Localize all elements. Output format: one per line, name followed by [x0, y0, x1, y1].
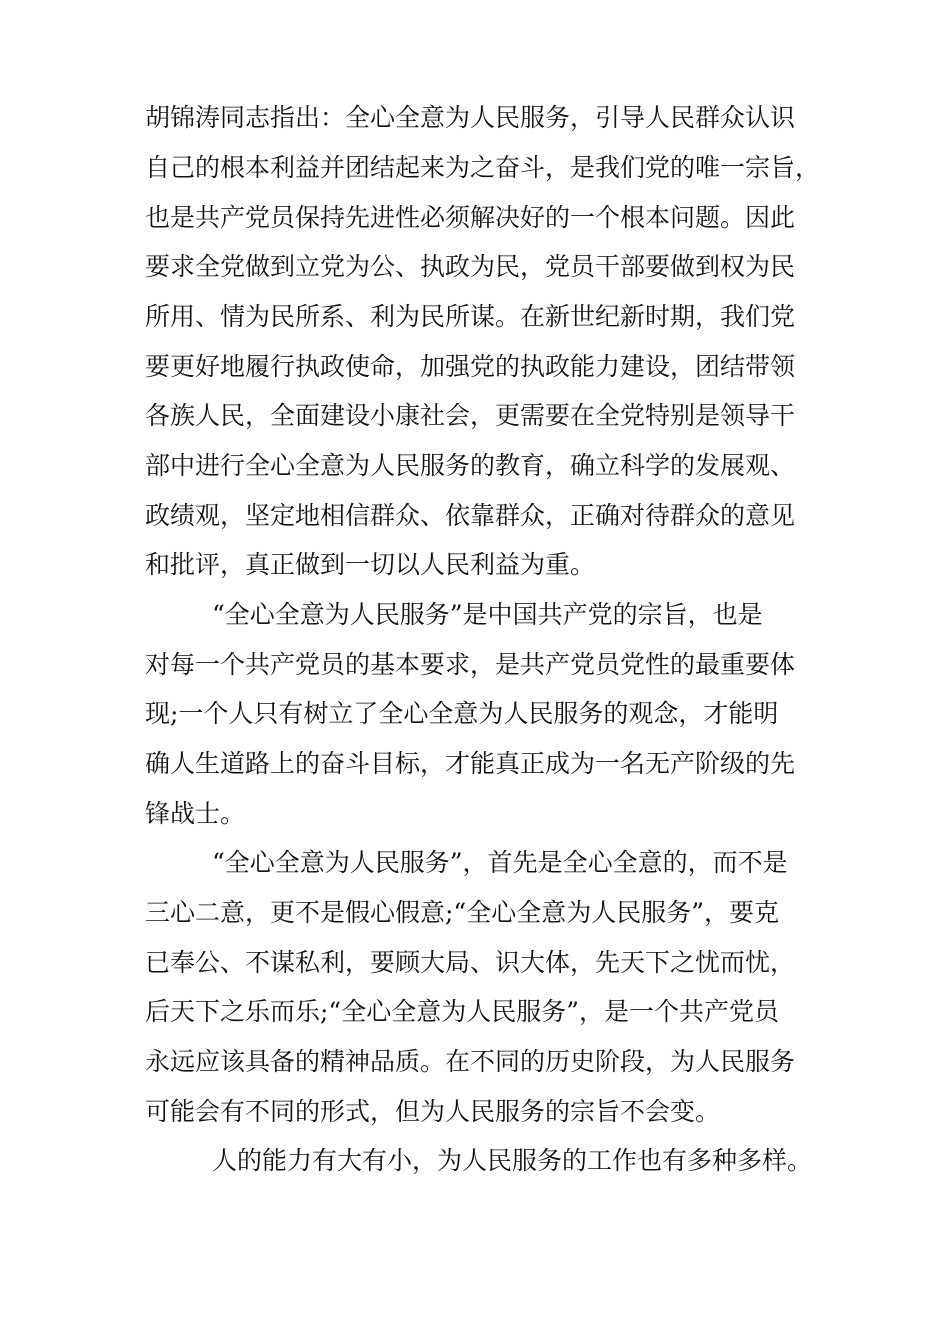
- text-line: 确人生道路上的奋斗目标，才能真正成为一名无产阶级的先: [145, 749, 796, 778]
- text-line: 现;一个人只有树立了全心全意为人民服务的观念，才能明: [145, 699, 779, 728]
- text-line: 人的能力有大有小，为人民服务的工作也有多种多样。: [212, 1146, 813, 1175]
- text-line: 要求全党做到立党为公、执政为民，党员干部要做到权为民: [145, 252, 796, 281]
- text-line: 胡锦涛同志指出：全心全意为人民服务，引导人民群众认识: [145, 103, 796, 132]
- text-line: 部中进行全心全意为人民服务的教育，确立科学的发展观、: [145, 451, 796, 480]
- text-line: 政绩观，坚定地相信群众、依靠群众，正确对待群众的意见: [145, 501, 796, 530]
- text-line: 和批评，真正做到一切以人民利益为重。: [145, 550, 596, 579]
- text-line: 永远应该具备的精神品质。在不同的历史阶段，为人民服务: [145, 1047, 796, 1076]
- text-line: 可能会有不同的形式，但为人民服务的宗旨不会变。: [145, 1097, 721, 1126]
- text-line: “全心全意为人民服务”，首先是全心全意的，而不是: [212, 848, 788, 877]
- text-line: 所用、情为民所系、利为民所谋。在新世纪新时期，我们党: [145, 302, 796, 331]
- text-line: 自己的根本利益并团结起来为之奋斗，是我们党的唯一宗旨，: [145, 153, 821, 182]
- text-line: 要更好地履行执政使命，加强党的执政能力建设，团结带领: [145, 352, 796, 381]
- text-line: 已奉公、不谋私利，要顾大局、识大体，先天下之忧而忧，: [145, 948, 796, 977]
- text-line: 后天下之乐而乐;“全心全意为人民服务”，是一个共产党员: [145, 997, 779, 1026]
- text-line: 锋战士。: [145, 799, 246, 828]
- text-line: 三心二意，更不是假心假意;“全心全意为人民服务”，要克: [145, 898, 779, 927]
- text-line: 也是共产党员保持先进性必须解决好的一个根本问题。因此: [145, 203, 796, 232]
- text-line: 对每一个共产党员的基本要求，是共产党员党性的最重要体: [145, 650, 796, 679]
- text-line: “全心全意为人民服务”是中国共产党的宗旨，也是: [212, 600, 763, 629]
- text-line: 各族人民，全面建设小康社会，更需要在全党特别是领导干: [145, 401, 796, 430]
